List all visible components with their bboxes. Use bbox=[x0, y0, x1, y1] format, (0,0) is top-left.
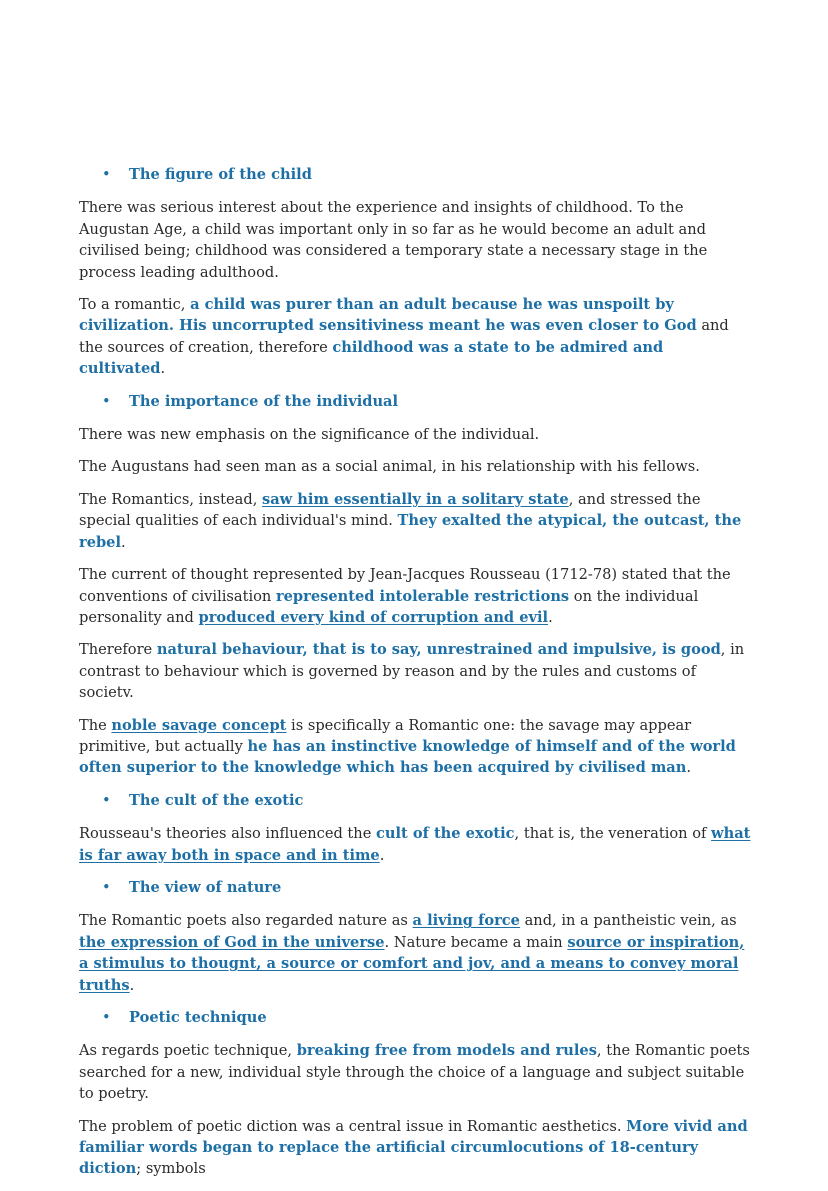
paragraph: The current of thought represented by Jean-Jacques Rousseau (1712-78) stated that the conventions of civilisation represented intolerable restrictions on the individual personality and produced every kind of corruption and evil. bbox=[79, 566, 731, 626]
section-heading-individual: • The importance of the individual bbox=[79, 391, 751, 412]
paragraph: The Romantics, instead, saw him essentially in a solitary state, and stressed the special qualities of each individual's mind. They exalted the atypical, the outcast, the rebel. bbox=[79, 490, 742, 551]
underlined-highlight: saw him essentially in a solitary state bbox=[261, 490, 569, 508]
underlined-highlight: a living force bbox=[412, 912, 520, 930]
document-body bbox=[79, 164, 751, 1191]
underlined-highlight: noble savage concept bbox=[111, 716, 287, 734]
bullet-icon: • bbox=[102, 1009, 111, 1026]
highlight: childhood was a state to be admired and cultivated bbox=[79, 338, 664, 378]
section-heading-child: • The figure of the child bbox=[79, 164, 751, 185]
paragraph: The Augustans had seen man as a social animal, in his relationship with his fellows. bbox=[79, 458, 700, 476]
bullet-icon: • bbox=[102, 791, 111, 809]
paragraph: There was new emphasis on the significance of the individual. bbox=[79, 426, 540, 444]
paragraph: The problem of poetic diction was a central issue in Romantic aesthetics. More vivid and familiar words began to replace the artificial circumlocutions of 18-century diction; symbols bbox=[79, 1117, 748, 1178]
underlined-highlight: the expression of God in the universe bbox=[79, 933, 385, 951]
highlight: represented intolerable restrictions bbox=[275, 587, 570, 605]
bullet-icon: • bbox=[102, 166, 111, 183]
underlined-highlight: what is far away both in space and in time bbox=[79, 825, 751, 864]
paragraph: Therefore natural behaviour, that is to say, unrestrained and impulsive, is good, in contrast to behaviour which is governed by reason and by the rules and customs of societv. bbox=[79, 641, 745, 702]
paragraph: There was serious interest about the experience and insights of childhood. To the Augustan Age, a child was important only in so far as he would become an adult and civilised being; childhood was considered a temporary state a necessary stage in the process leading adulthood. bbox=[79, 199, 708, 281]
bullet-icon: • bbox=[102, 392, 111, 410]
underlined-highlight: produced every kind of corruption and evil bbox=[198, 608, 549, 626]
section-heading-exotic: • The cult of the exotic bbox=[79, 790, 751, 811]
bullet-icon: • bbox=[102, 878, 111, 896]
highlight: More vivid and familiar words began to replace the artificial circumlocutions of 18-century diction bbox=[79, 1117, 748, 1178]
highlight: a child was purer than an adult because he was unspoilt by civilization. His uncorrupted sensitiviness meant he was even closer to God bbox=[79, 296, 697, 335]
highlight: They exalted the atypical, the outcast, the rebel bbox=[79, 512, 742, 551]
paragraph: Rousseau's theories also influenced the cult of the exotic, that is, the veneration of what is far away both in space and in time. bbox=[79, 825, 751, 864]
highlight: natural behaviour, that is to say, unrestrained and impulsive, is good bbox=[156, 641, 721, 659]
paragraph: To a romantic, a child was purer than an adult because he was unspoilt by civilization. His uncorrupted sensitiviness meant he was even closer to God and the sources of creation, therefore childhood was a state to be admired and cultivated. bbox=[79, 296, 729, 378]
paragraph: As regards poetic technique, breaking free from models and rules, the Romantic poets searched for a new, individual style through the choice of a language and subject suitable to poetry. bbox=[79, 1042, 750, 1103]
highlight: breaking free from models and rules bbox=[296, 1042, 597, 1060]
underlined-highlight: source or inspiration, a stimulus to thougnt, a source or comfort and jov, and a means to convey moral truths bbox=[79, 933, 745, 994]
paragraph: The Romantic poets also regarded nature as a living force and, in a pantheistic vein, as the expression of God in the universe. Nature became a main source or inspiration, a stimulus to thougnt, a source or comfort and jov, and a means to convey moral truths. bbox=[79, 912, 745, 994]
paragraph: The noble savage concept is specifically a Romantic one: the savage may appear primitive, but actually he has an instinctive knowledge of himself and of the world often superior to the knowledge which has been acquired by civilised man. bbox=[79, 716, 736, 777]
highlight: cult of the exotic bbox=[375, 825, 515, 843]
highlight: he has an instinctive knowledge of himself and of the world often superior to the knowledge which has been acquired by civilised man bbox=[79, 737, 736, 777]
section-heading-nature: • The view of nature bbox=[79, 877, 751, 898]
section-heading-technique: • Poetic technique bbox=[79, 1007, 751, 1028]
